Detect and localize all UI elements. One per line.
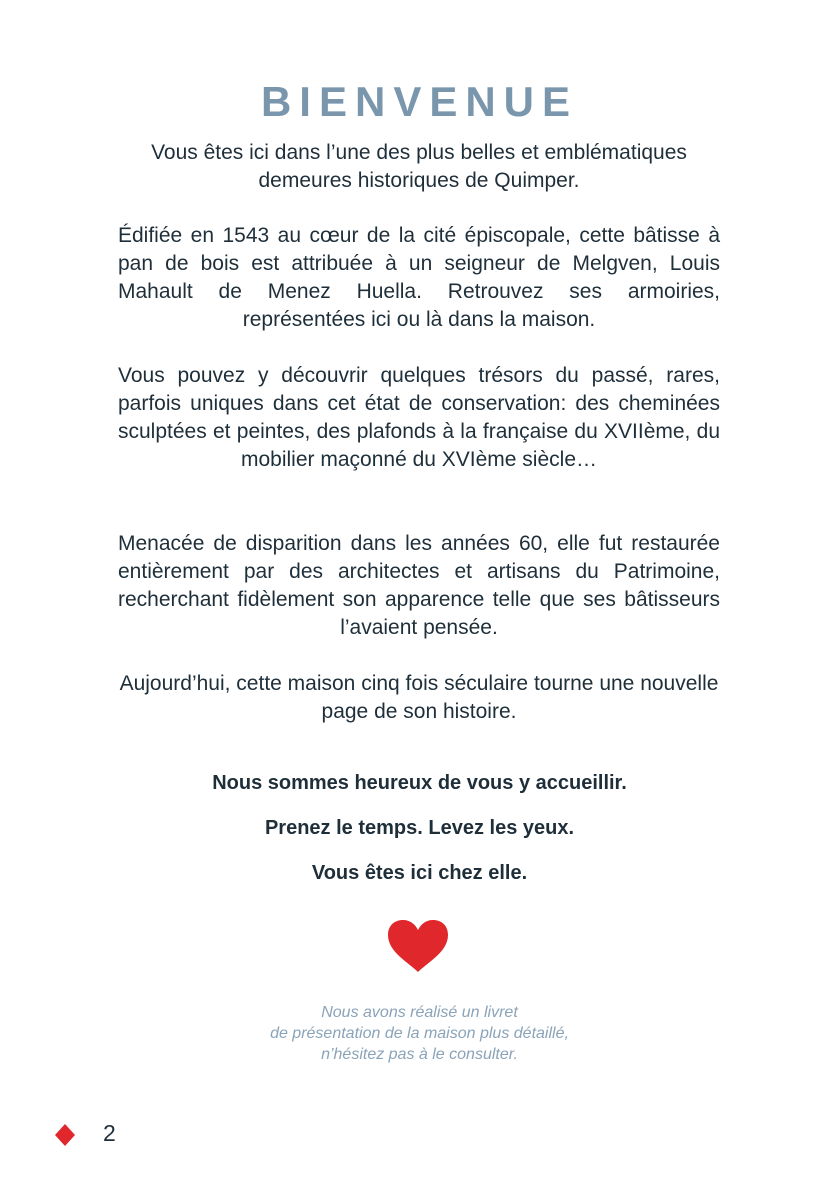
at-home-line: Vous êtes ici chez elle. (311, 862, 528, 884)
note-line-3: n’hésitez pas à le consulter. (321, 1046, 518, 1063)
take-time-line: Prenez le temps. Levez les yeux. (264, 817, 575, 839)
booklet-note (0, 1002, 839, 1065)
treasures-paragraph: Vous pouvez y découvrir quelques trésors du passé, rares, parfois uniques dans cet état de conservation: des cheminées sculptées et peintes, des plafonds à la française du XVIIème, du mobilier maçonné du XVIème siècle… (118, 364, 720, 471)
restoration-paragraph: Menacée de disparition dans les années 60, elle fut restaurée entièrement par des architectes et artisans du Patrimoine, recherchant fidèlement son apparence telle que ses bâtisseurs l’avaient pensée. (118, 532, 720, 639)
page-title: BIENVENUE (260, 78, 579, 125)
note-line-2: de présentation de la maison plus détaillé, (270, 1025, 569, 1042)
page-number: 2 (103, 1120, 116, 1146)
intro-paragraph: Vous êtes ici dans l’une des plus belles et emblématiques demeures historiques de Quimper. (151, 141, 687, 192)
welcome-line: Nous sommes heureux de vous y accueillir. (212, 772, 627, 794)
history-paragraph: Édifiée en 1543 au cœur de la cité épiscopale, cette bâtisse à pan de bois est attribuée à un seigneur de Melgven, Louis Mahault de Menez Huella. Retrouvez ses armoiries, représentées ici ou là dans la maison. (118, 224, 720, 331)
heart-icon (386, 918, 450, 974)
note-line-1: Nous avons réalisé un livret (321, 1004, 518, 1021)
today-paragraph: Aujourd’hui, cette maison cinq fois séculaire tourne une nouvelle page de son histoire. (119, 672, 719, 723)
diamond-icon (55, 1124, 75, 1146)
